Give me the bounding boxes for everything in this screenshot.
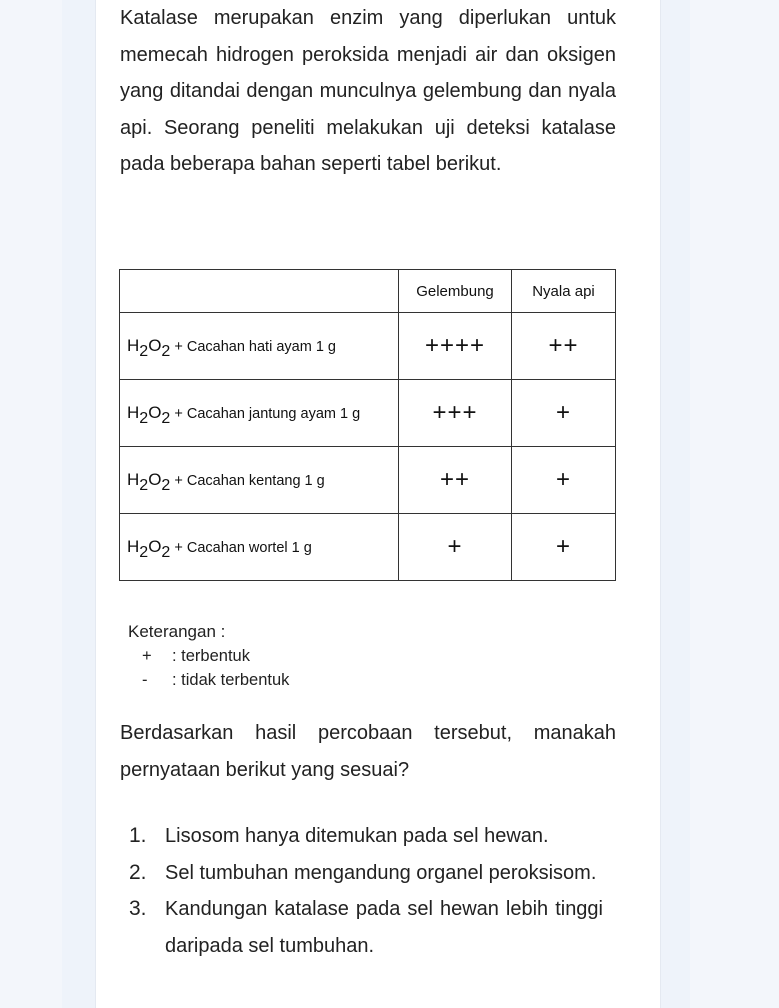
flame-cell: + [512,514,616,581]
table-row [120,313,616,380]
sample-cell: $H_2O_2$ + Cacahan hati ayam 1 g [120,313,399,380]
header-sample [120,270,399,313]
legend-text: : terbentuk [172,647,250,665]
legend-title: Keterangan : [128,622,226,641]
table-row [120,447,616,514]
statement-number: 1. [129,824,147,847]
bubble-cell: + [399,514,512,581]
sample-cell: $H_2O_2$ + Cacahan jantung ayam 1 g [120,380,399,447]
flame-cell: + [512,380,616,447]
bubble-cell: +++ [399,380,512,447]
formula: $H_2O_2$ [127,537,171,561]
formula: $H_2O_2$ [127,470,171,494]
sample-cell: $H_2O_2$ + Cacahan kentang 1 g [120,447,399,514]
table-row [120,380,616,447]
statement-number: 3. [129,897,147,920]
statement-number: 2. [129,860,147,884]
bubble-cell: ++ [399,447,512,514]
formula: $H_2O_2$ [127,403,171,427]
sample-cell: $H_2O_2$ + Cacahan wortel 1 g [120,514,399,581]
statement-text: Sel tumbuhan mengandung organel peroksisom. [165,861,597,884]
statement-list [120,818,603,964]
legend-item [128,644,289,668]
flame-cell: + [512,447,616,514]
table-header-row [120,270,616,313]
list-item [120,855,603,892]
table-row [120,514,616,581]
statement-text: Kandungan katalase pada sel hewan lebih tinggi daripada sel tumbuhan. [165,898,603,957]
legend-symbol: - [142,671,148,689]
legend-symbol: + [142,647,152,665]
list-item [120,818,603,855]
legend-item [128,668,289,692]
formula: $H_2O_2$ [127,336,171,360]
flame-cell: ++ [512,313,616,380]
list-item [120,891,603,964]
legend [128,620,289,692]
header-bubble: Gelembung [399,270,512,313]
bubble-cell: ++++ [399,313,512,380]
header-flame: Nyala api [512,270,616,313]
statement-text: Lisosom hanya ditemukan pada sel hewan. [165,825,549,847]
catalase-table [119,269,616,581]
intro-paragraph: Katalase merupakan enzim yang diperlukan untuk memecah hidrogen peroksida menjadi air dan oksigen yang ditandai dengan munculnya gelembung dan nyala api. Seorang peneliti melakukan uji deteksi katalase pada beberapa bahan seperti tabel berikut. [120,7,616,175]
question-paragraph: Berdasarkan hasil percobaan tersebut, manakah pernyataan berikut yang sesuai? [120,722,616,781]
legend-text: : tidak terbentuk [172,671,290,689]
